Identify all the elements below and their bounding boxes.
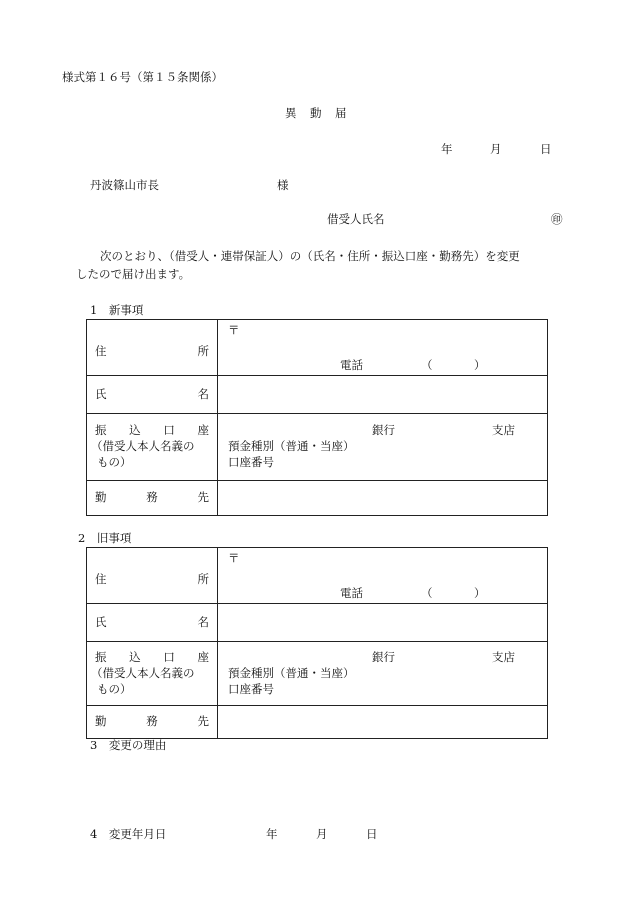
workplace-label-char: 勤	[95, 714, 107, 728]
workplace-label-char: 勤	[95, 490, 107, 504]
branch-label: 支店	[492, 423, 515, 437]
old-workplace-value-cell	[218, 706, 548, 739]
account-label-char: 込	[129, 423, 141, 437]
address-label-char: 住	[95, 344, 107, 358]
change-date-month-label: 月	[316, 827, 328, 841]
phone-paren-open: （	[421, 358, 433, 372]
section-old-heading: 2 旧事項	[78, 531, 132, 545]
account-label-char: 振	[95, 423, 107, 437]
account-label-char: 口	[163, 650, 175, 664]
address-label-char: 所	[197, 572, 209, 586]
page-title: 異 動 届	[285, 106, 348, 120]
account-note-line1: （借受人本人名義の	[91, 666, 195, 680]
address-label-char: 住	[95, 572, 107, 586]
date-year-label: 年	[441, 142, 453, 156]
change-date-day-label: 日	[366, 827, 378, 841]
workplace-label-char: 先	[197, 714, 209, 728]
bank-label: 銀行	[372, 423, 395, 437]
section-new-heading: 1 新事項	[90, 303, 144, 317]
addressee-honorific: 様	[277, 178, 289, 192]
bank-label: 銀行	[372, 650, 395, 664]
applicant-name-label: 借受人氏名	[327, 212, 385, 226]
change-date-heading: 4 変更年月日	[90, 827, 167, 841]
account-label-char: 座	[197, 650, 209, 664]
phone-label: 電話	[340, 358, 363, 372]
date-month-label: 月	[490, 142, 502, 156]
change-date-year-label: 年	[266, 827, 278, 841]
name-label-char: 名	[197, 387, 209, 401]
workplace-label-char: 務	[146, 490, 158, 504]
branch-label: 支店	[492, 650, 515, 664]
name-label-char: 氏	[95, 387, 107, 401]
reason-heading: 3 変更の理由	[90, 738, 167, 752]
workplace-label-char: 先	[197, 490, 209, 504]
account-number-label: 口座番号	[228, 455, 274, 469]
old-name-value-cell	[218, 604, 548, 642]
seal-mark: ㊞	[551, 212, 563, 226]
account-note-line1: （借受人本人名義の	[91, 439, 195, 453]
account-note-line2: もの）	[97, 682, 132, 696]
form-number: 様式第１６号（第１５条関係）	[62, 70, 223, 84]
account-label-char: 口	[163, 423, 175, 437]
deposit-type-label: 預金種別（普通・当座）	[228, 439, 355, 453]
account-note-line2: もの）	[97, 455, 132, 469]
address-label-char: 所	[197, 344, 209, 358]
account-number-label: 口座番号	[228, 682, 274, 696]
new-name-value-cell	[218, 376, 548, 414]
deposit-type-label: 預金種別（普通・当座）	[228, 666, 355, 680]
body-text-line1: 次のとおり、（借受人・連帯保証人）の（氏名・住所・振込口座・勤務先）を変更	[100, 249, 520, 263]
new-items-table	[86, 319, 548, 516]
account-label-char: 込	[129, 650, 141, 664]
postal-mark: 〒	[228, 323, 240, 337]
body-text-line2: したので届け出ます。	[76, 267, 191, 281]
addressee-mayor: 丹波篠山市長	[90, 178, 159, 192]
name-label-char: 氏	[95, 615, 107, 629]
account-label-char: 振	[95, 650, 107, 664]
phone-paren-close: ）	[474, 586, 486, 600]
name-label-char: 名	[197, 615, 209, 629]
new-workplace-value-cell	[218, 481, 548, 516]
phone-paren-open: （	[421, 586, 433, 600]
account-label-char: 座	[197, 423, 209, 437]
date-day-label: 日	[540, 142, 552, 156]
phone-label: 電話	[340, 586, 363, 600]
phone-paren-close: ）	[474, 358, 486, 372]
postal-mark: 〒	[228, 551, 240, 565]
old-items-table	[86, 547, 548, 739]
workplace-label-char: 務	[146, 714, 158, 728]
